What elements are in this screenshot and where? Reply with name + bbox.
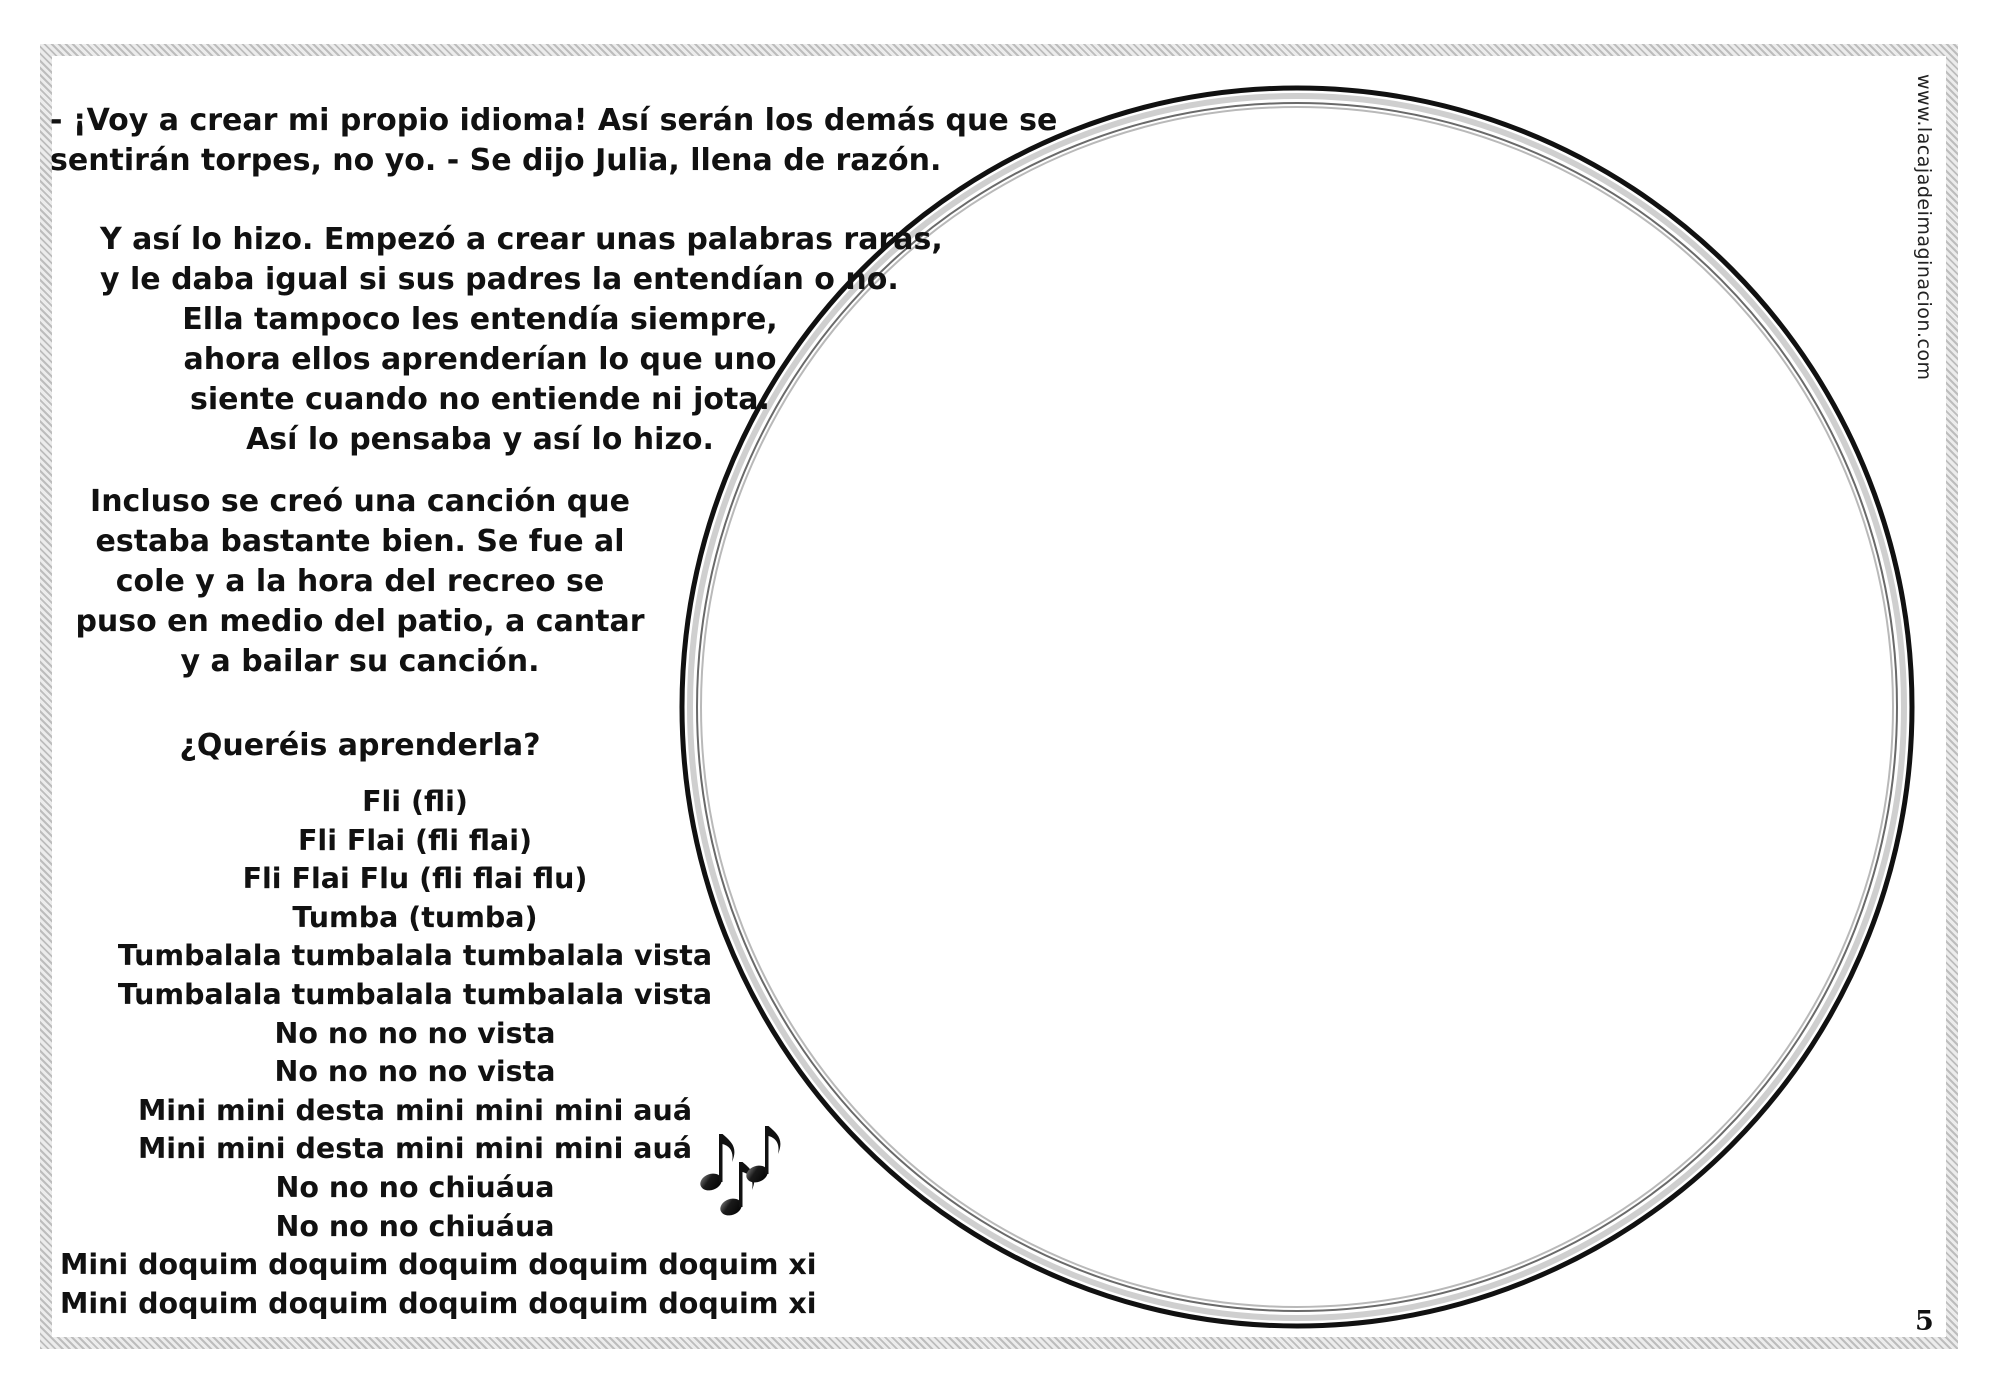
- narrative-paragraph: [100, 220, 943, 460]
- narrative-line: Así lo pensaba y así lo hizo.: [246, 422, 714, 457]
- lyric-line: Mini mini desta mini mini mini auá: [137, 1132, 693, 1166]
- song-intro-line: cole y a la hora del recreo se: [115, 564, 605, 599]
- music-notes-icon: [698, 1122, 788, 1218]
- lyric-line: No no no chiuáua: [275, 1209, 555, 1243]
- lyric-line: No no no no vista: [274, 1055, 556, 1089]
- lyric-line: Mini doquim doquim doquim doquim doquim xi: [60, 1248, 817, 1282]
- lyric-line: Mini doquim doquim doquim doquim doquim xi: [60, 1286, 817, 1320]
- narrative-line: Ella tampoco les entendía siempre,: [182, 302, 778, 337]
- lyric-line: Fli Flai Flu (fli flai flu): [242, 862, 588, 896]
- song-intro-line: Incluso se creó una canción que: [90, 484, 630, 519]
- website-url: www.lacajadeimaginacion.com: [1913, 74, 1935, 381]
- lyric-line: Tumba (tumba): [292, 900, 538, 934]
- song-intro-line: estaba bastante bien. Se fue al: [95, 524, 625, 559]
- narrative-line: Y así lo hizo. Empezó a crear unas palabras raras,: [100, 222, 943, 257]
- intro-line: - ¡Voy a crear mi propio idioma! Así serán los demás que se: [50, 103, 1058, 138]
- song-intro-line: y a bailar su canción.: [180, 644, 540, 679]
- lyric-line: No no no chiuáua: [275, 1170, 555, 1204]
- narrative-line: ahora ellos aprenderían lo que uno: [183, 342, 777, 377]
- intro-line: sentirán torpes, no yo. - Se dijo Julia, llena de razón.: [50, 143, 942, 178]
- lyric-line: Tumbalala tumbalala tumbalala vista: [117, 977, 713, 1011]
- intro-paragraph: [50, 101, 1058, 181]
- lyric-line: Fli Flai (fli flai): [297, 823, 533, 857]
- lyric-line: No no no no vista: [274, 1016, 556, 1050]
- song-intro-line: puso en medio del patio, a cantar: [75, 604, 645, 639]
- narrative-line: siente cuando no entiende ni jota.: [190, 382, 770, 417]
- song-intro-paragraph: [70, 482, 650, 682]
- narrative-line: y le daba igual si sus padres la entendían o no.: [100, 262, 899, 297]
- song-lyrics: [60, 783, 817, 1323]
- lyric-line: Mini mini desta mini mini mini auá: [137, 1093, 693, 1127]
- question-heading: ¿Queréis aprenderla?: [179, 728, 541, 763]
- lyric-line: Tumbalala tumbalala tumbalala vista: [117, 939, 713, 973]
- page-number: 5: [1915, 1306, 1934, 1337]
- lyric-line: Fli (fli): [362, 785, 468, 818]
